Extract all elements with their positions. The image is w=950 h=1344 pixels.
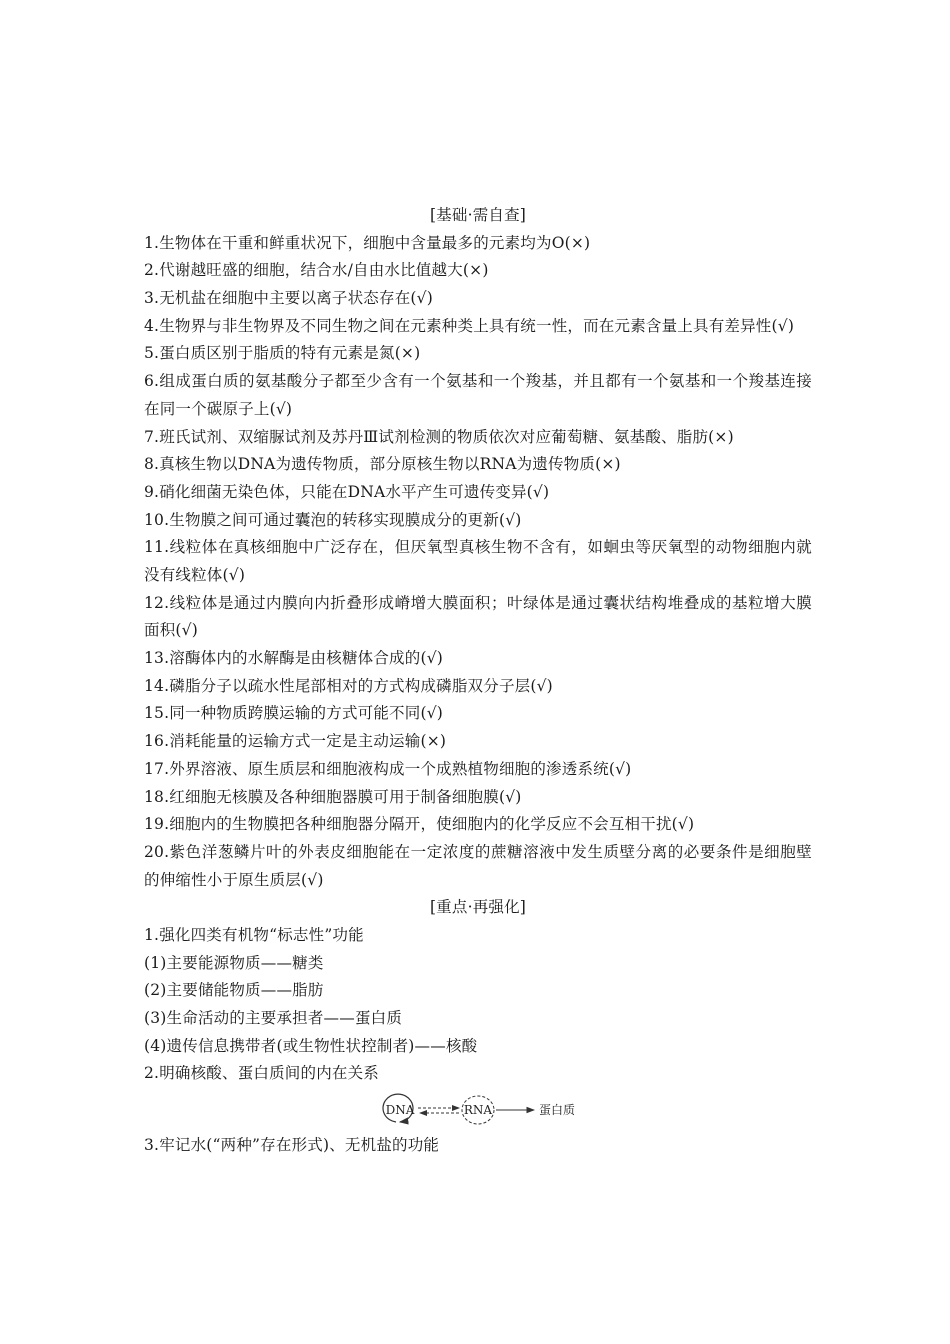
key-point: (3)生命活动的主要承担者——蛋白质 <box>144 1009 403 1028</box>
list-item: 17.外界溶液、原生质层和细胞液构成一个成熟植物细胞的渗透系统(√) <box>144 759 632 778</box>
document-page <box>144 202 812 1160</box>
list-item: 7.班氏试剂、双缩脲试剂及苏丹Ⅲ试剂检测的物质依次对应葡萄糖、氨基酸、脂肪(×) <box>144 427 734 446</box>
key-item-title: 1.强化四类有机物“标志性”功能 <box>144 926 364 945</box>
list-item: 10.生物膜之间可通过囊泡的转移实现膜成分的更新(√) <box>144 510 522 529</box>
rna-label: RNA <box>463 1103 493 1118</box>
list-item: 4.生物界与非生物界及不同生物之间在元素种类上具有统一性，而在元素含量上具有差异性(√) <box>144 316 795 335</box>
list-item: 5.蛋白质区别于脂质的特有元素是氮(×) <box>144 344 421 363</box>
list-item: 20.紫色洋葱鳞片叶的外表皮细胞能在一定浓度的蔗糖溶液中发生质壁分离的必要条件是细胞壁的伸缩性小于原生质层(√) <box>144 842 812 889</box>
list-item: 6.组成蛋白质的氨基酸分子都至少含有一个氨基和一个羧基，并且都有一个氨基和一个羧基连接在同一个碳原子上(√) <box>144 372 812 418</box>
list-item: 13.溶酶体内的水解酶是由核糖体合成的(√) <box>144 649 444 668</box>
list-item: 2.代谢越旺盛的细胞，结合水/自由水比值越大(×) <box>144 261 489 280</box>
list-item: 15.同一种物质跨膜运输的方式可能不同(√) <box>144 704 444 723</box>
key-point: (2)主要储能物质——脂肪 <box>144 981 324 1000</box>
flow-diagram <box>376 1092 596 1128</box>
section-title-key: [重点·再强化] <box>429 898 527 917</box>
basics-list <box>144 230 812 895</box>
list-item: 14.磷脂分子以疏水性尾部相对的方式构成磷脂双分子层(√) <box>144 676 553 695</box>
dna-rna-protein-diagram <box>144 1088 812 1132</box>
list-item: 16.消耗能量的运输方式一定是主动运输(×) <box>144 732 447 751</box>
list-item: 8.真核生物以DNA为遗传物质，部分原核生物以RNA为遗传物质(×) <box>144 455 621 474</box>
key-point: (1)主要能源物质——糖类 <box>144 953 324 972</box>
key-item-title: 2.明确核酸、蛋白质间的内在关系 <box>144 1064 379 1083</box>
list-item: 1.生物体在干重和鲜重状况下，细胞中含量最多的元素均为O(×) <box>144 233 591 252</box>
key-point: (4)遗传信息携带者(或生物性状控制者)——核酸 <box>144 1036 478 1055</box>
list-item: 11.线粒体在真核细胞中广泛存在，但厌氧型真核生物不含有，如蛔虫等厌氧型的动物细胞内就没有线粒体(√) <box>144 538 812 584</box>
list-item: 3.无机盐在细胞中主要以离子状态存在(√) <box>144 289 433 308</box>
list-item: 9.硝化细菌无染色体，只能在DNA水平产生可遗传变异(√) <box>144 482 550 501</box>
key-section <box>144 922 812 1160</box>
section-title-basics: [基础·需自查] <box>429 206 527 224</box>
list-item: 18.红细胞无核膜及各种细胞器膜可用于制备细胞膜(√) <box>144 787 522 806</box>
dna-label: DNA <box>385 1103 415 1118</box>
list-item: 12.线粒体是通过内膜向内折叠形成嵴增大膜面积；叶绿体是通过囊状结构堆叠成的基粒增大膜面积(√) <box>144 593 812 640</box>
list-item: 19.细胞内的生物膜把各种细胞器分隔开，使细胞内的化学反应不会互相干扰(√) <box>144 815 695 834</box>
key-item-title: 3.牢记水(“两种”存在形式)、无机盐的功能 <box>144 1136 440 1155</box>
protein-label: 蛋白质 <box>539 1103 576 1118</box>
